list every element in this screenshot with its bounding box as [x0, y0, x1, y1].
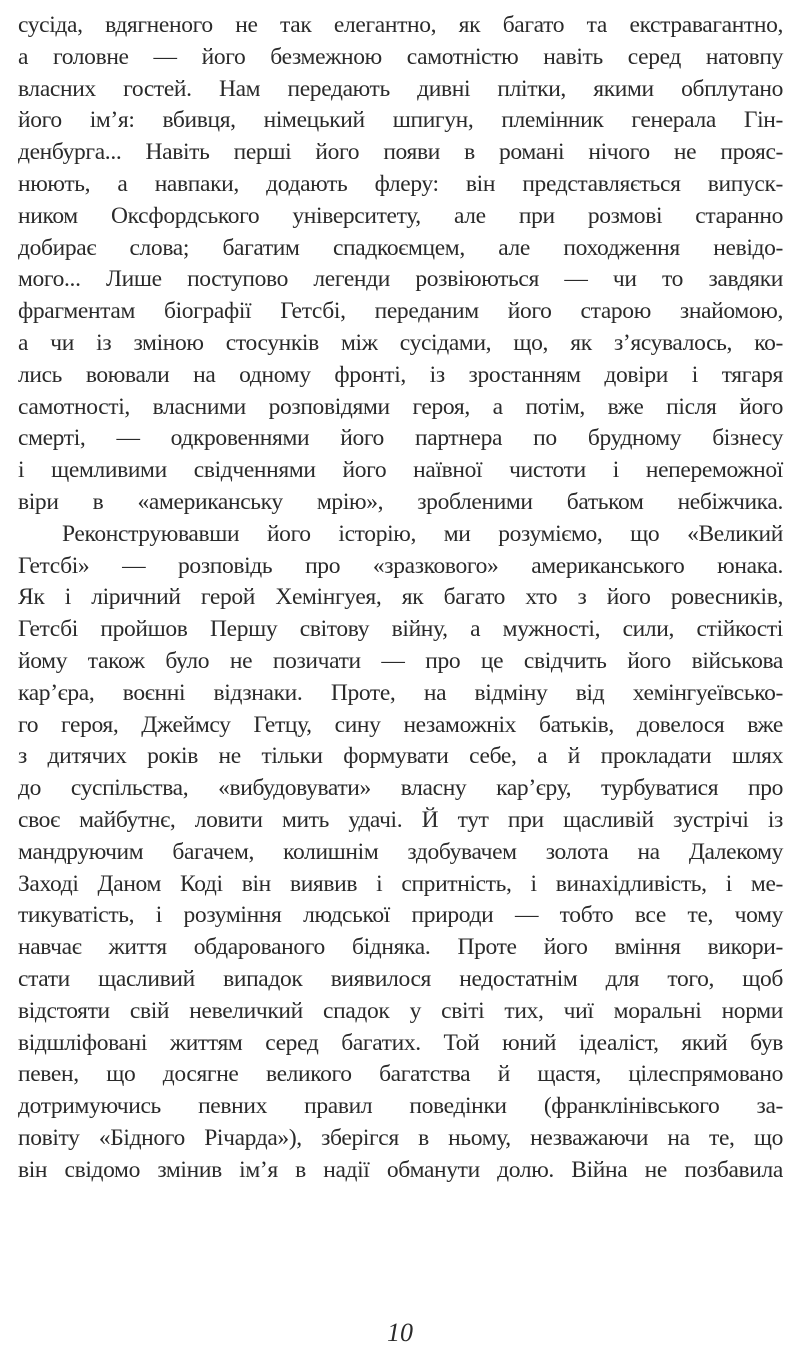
text-line: Реконструювавши його історію, ми розуміємо, що «Великий [62, 520, 783, 547]
text-line: денбурга... Навіть перші його появи в романі нічого не прояс- [18, 139, 783, 166]
text-line: повіту «Бідного Річарда»), зберігся в ньому, незважаючи на те, що [18, 1124, 783, 1151]
text-line: власних гостей. Нам передають дивні плітки, якими обплутано [18, 75, 783, 102]
text-line: смерті, — одкровеннями його партнера по брудному бізнесу [18, 425, 783, 452]
text-line: а чи із зміною стосунків між сусідами, що, як з’ясувалось, ко- [18, 329, 783, 356]
text-line: своє майбутнє, ловити мить удачі. Й тут при щасливій зустрічі із [18, 806, 783, 833]
text-line: мого... Лише поступово легенди розвіюються — чи то завдяки [18, 266, 783, 293]
paragraph-2 [18, 519, 783, 1187]
text-line: го героя, Джеймсу Гетцу, сину незаможніх батьків, довелося вже [18, 711, 783, 738]
text-line: і щемливими свідченнями його наївної чистоти і непереможної [18, 457, 783, 484]
text-line: стати щасливий випадок виявилося недостатнім для того, щоб [18, 965, 783, 992]
text-line: відстояти свій невеличкий спадок у світі тих, чиї моральні норми [18, 997, 783, 1024]
text-line: самотності, власними розповідями героя, а потім, вже після його [18, 393, 783, 420]
paragraph-1 [18, 10, 783, 519]
text-line: Як і ліричний герой Хемінгуея, як багато хто з його ровесників, [18, 584, 783, 611]
text-line: Гетсбі» — розповідь про «зразкового» американського юнака. [18, 552, 783, 579]
text-line: його ім’я: вбивця, німецький шпигун, племінник генерала Гін- [18, 107, 783, 134]
text-line: ником Оксфордського університету, але при розмові старанно [18, 202, 783, 229]
text-line: певен, що досягне великого багатства й щастя, цілеспрямовано [18, 1061, 783, 1088]
text-line: мандруючим багачем, колишнім здобувачем золота на Далекому [18, 838, 783, 865]
text-line: лись воювали на одному фронті, із зростанням довіри і тягаря [18, 361, 783, 388]
text-line: Заході Даном Коді він виявив і спритність, і винахідливість, і ме- [18, 870, 783, 897]
page-number: 10 [387, 1318, 413, 1347]
text-line: сусіда, вдягненого не так елегантно, як багато та екстравагантно, [18, 12, 783, 38]
text-line: до суспільства, «вибудовувати» власну кар’єру, турбуватися про [18, 775, 783, 802]
text-line: йому також було не позичати — про це свідчить його військова [18, 647, 783, 674]
text-line: з дитячих років не тільки формувати себе, а й прокладати шлях [18, 743, 783, 770]
body-text [18, 10, 783, 1186]
text-line: дотримуючись певних правил поведінки (франклінівського за- [18, 1093, 783, 1120]
text-line: відшліфовані життям серед багатих. Той юний ідеаліст, який був [18, 1029, 783, 1056]
text-line: нюють, а навпаки, додають флеру: він представляється випуск- [18, 170, 783, 197]
text-line: тикуватість, і розуміння людської природи — тобто все те, чому [18, 902, 783, 929]
text-line: добирає слова; багатим спадкоємцем, але походження невідо- [18, 234, 783, 261]
text-line: навчає життя обдарованого бідняка. Проте його вміння викори- [18, 934, 783, 961]
text-line: фрагментам біографії Гетсбі, переданим його старою знайомою, [18, 298, 783, 325]
text-line: а головне — його безмежною самотністю навіть серед натовпу [18, 43, 783, 70]
text-line: Гетсбі пройшов Першу світову війну, а мужності, сили, стійкості [18, 616, 783, 643]
text-line: кар’єра, воєнні відзнаки. Проте, на відміну від хемінгуеївсько- [18, 679, 783, 706]
text-line: він свідомо змінив ім’я в надії обманути долю. Війна не позбавила [18, 1156, 783, 1183]
text-line: віри в «американську мрію», зробленими батьком небіжчика. [18, 488, 783, 515]
